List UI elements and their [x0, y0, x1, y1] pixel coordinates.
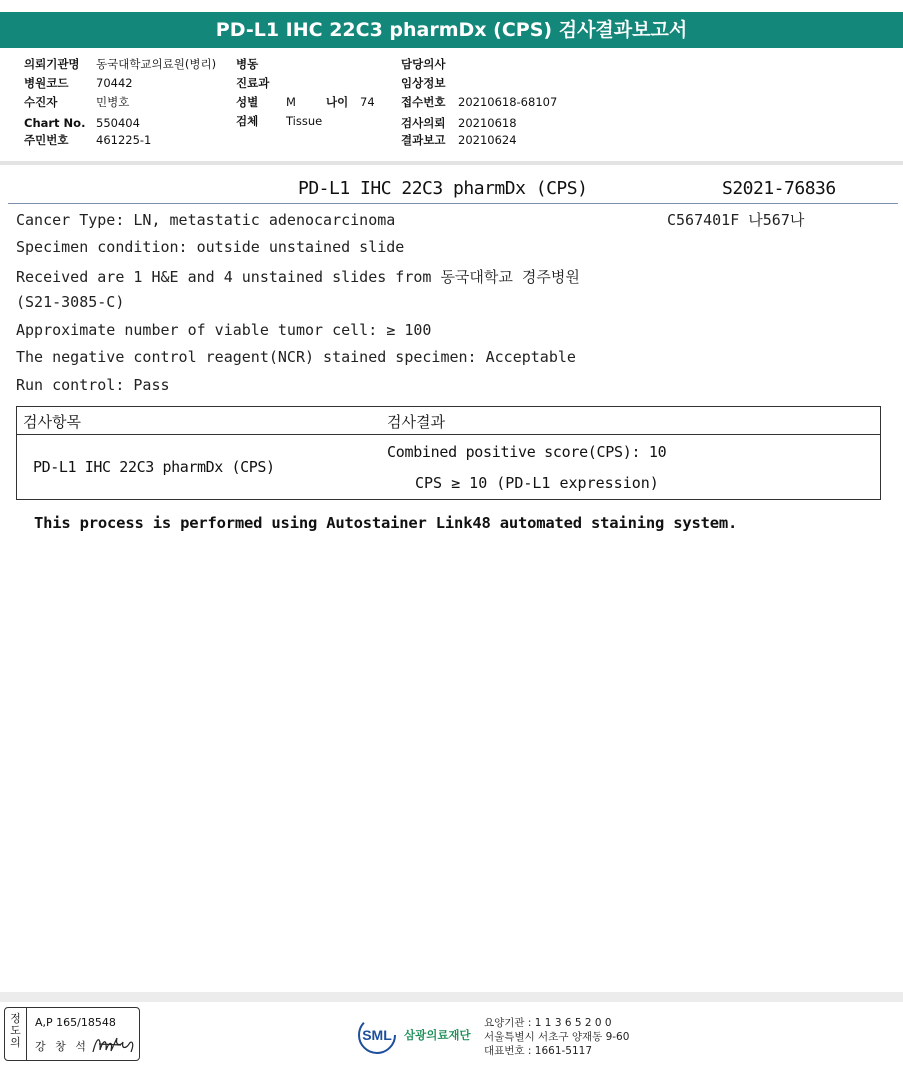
header-value: 민병호	[96, 95, 130, 109]
cancer-type-line: Cancer Type: LN, metastatic adenocarcinoma	[16, 211, 396, 229]
case-number-line: (S21-3085-C)	[16, 293, 125, 311]
header-value: 동국대학교의료원(병리)	[96, 57, 217, 71]
received-slides-line: Received are 1 H&E and 4 unstained slides from 동국대학교 경주병원	[16, 268, 580, 286]
header-label: 병원코드	[24, 76, 69, 90]
approval-stamp	[4, 1007, 140, 1061]
negative-control-line: The negative control reagent(NCR) stained specimen: Acceptable	[16, 348, 576, 366]
table-cell-score: Combined positive score(CPS): 10	[387, 443, 667, 461]
table-cell-item: PD-L1 IHC 22C3 pharmDx (CPS)	[33, 458, 275, 476]
header-value: 550404	[96, 116, 140, 130]
header-label: 담당의사	[401, 57, 446, 71]
header-label: 검체	[236, 114, 259, 128]
sml-logo-icon	[356, 1015, 398, 1055]
header-label: 나이	[326, 95, 349, 109]
table-header-divider	[17, 434, 880, 435]
footer-band	[0, 992, 903, 1002]
logo-mark: SML	[362, 1027, 392, 1043]
table-cell-expression: CPS ≥ 10 (PD-L1 expression)	[415, 474, 659, 492]
heading-divider	[8, 203, 898, 204]
process-footnote: This process is performed using Autostainer Link48 automated staining system.	[34, 514, 738, 532]
institution-phone: 대표번호 : 1661-5117	[484, 1045, 593, 1057]
header-value: 20210618	[458, 116, 517, 130]
institution-code: 요양기관 : 1 1 3 6 5 2 0 0	[484, 1017, 612, 1029]
header-label: 임상정보	[401, 76, 446, 90]
stamp-reference: A,P 165/18548	[35, 1016, 116, 1029]
institution-address: 서울특별시 서초구 양재동 9-60	[484, 1031, 630, 1043]
header-value: M	[286, 95, 296, 109]
stamp-pathologist: 강 창 석	[35, 1040, 89, 1053]
report-title-bar: PD-L1 IHC 22C3 pharmDx (CPS) 검사결과보고서	[0, 12, 903, 48]
report-heading: PD-L1 IHC 22C3 pharmDx (CPS)	[298, 178, 588, 199]
tumor-cell-line: Approximate number of viable tumor cell: ≥ 100	[16, 321, 432, 339]
header-value: 70442	[96, 76, 133, 90]
result-table	[16, 406, 881, 500]
table-header-item: 검사항목	[23, 413, 81, 431]
specimen-code: C567401F 나567나	[667, 211, 805, 229]
header-value: 74	[360, 95, 375, 109]
header-value: 461225-1	[96, 133, 152, 147]
header-label: 병동	[236, 57, 259, 71]
header-label: 성별	[236, 95, 259, 109]
signature-image	[91, 1032, 137, 1056]
patient-header	[0, 48, 903, 165]
header-label: 결과보고	[401, 133, 446, 147]
report-number: S2021-76836	[722, 178, 836, 199]
stamp-label: 정 도 의	[5, 1008, 27, 1060]
header-label: 접수번호	[401, 95, 446, 109]
header-label: Chart No.	[24, 116, 86, 130]
header-value: 20210624	[458, 133, 517, 147]
header-label: 진료과	[236, 76, 270, 90]
table-header-result: 검사결과	[387, 413, 445, 431]
header-value: 20210618-68107	[458, 95, 558, 109]
header-label: 주민번호	[24, 133, 69, 147]
foundation-name: 삼광의료재단	[404, 1028, 471, 1042]
header-label: 의뢰기관명	[24, 57, 80, 71]
specimen-condition-line: Specimen condition: outside unstained slide	[16, 238, 405, 256]
run-control-line: Run control: Pass	[16, 376, 170, 394]
header-label: 수진자	[24, 95, 58, 109]
header-label: 검사의뢰	[401, 116, 446, 130]
header-value: Tissue	[286, 114, 323, 128]
